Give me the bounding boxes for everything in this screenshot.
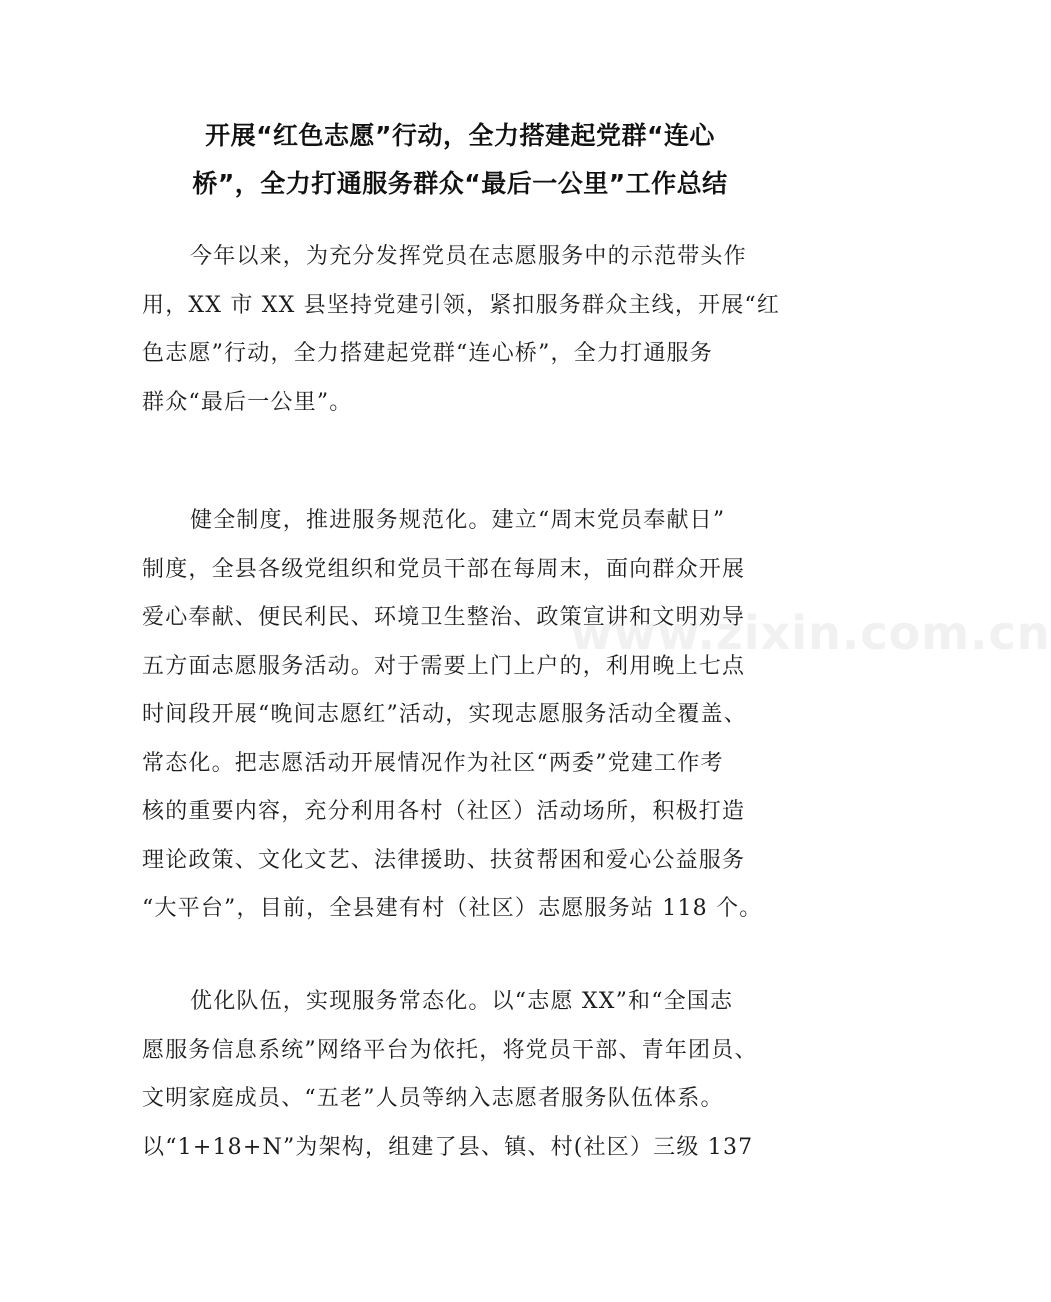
watermark: www.zixin.com.cn xyxy=(570,606,1051,660)
paragraph-line: 文明家庭成员、“五老”人员等纳入志愿者服务队伍体系。 xyxy=(142,1086,724,1111)
title-line: 开展“红色志愿”行动，全力搭建起党群“连心 xyxy=(205,121,715,150)
paragraph-line: “大平台”，目前，全县建有村（社区）志愿服务站 118 个。 xyxy=(142,896,763,921)
paragraph-line: 今年以来，为充分发挥党员在志愿服务中的示范带头作 xyxy=(190,244,747,269)
paragraph-line: 群众“最后一公里”。 xyxy=(142,389,353,415)
paragraph-line: 常态化。把志愿活动开展情况作为社区“两委”党建工作考 xyxy=(142,750,724,776)
paragraph-line: 色志愿”行动，全力搭建起党群“连心桥”，全力打通服务 xyxy=(142,341,713,366)
paragraph-line: 爱心奉献、便民利民、环境卫生整治、政策宣讲和文明劝导 xyxy=(142,605,746,630)
paragraph-intro xyxy=(142,233,788,427)
paragraph-team xyxy=(142,978,788,1172)
paragraph-line: 愿服务信息系统”网络平台为依托，将党员干部、青年团员、 xyxy=(142,1037,758,1063)
paragraph-line: 健全制度，推进服务规范化。建立“周末党员奉献日” xyxy=(190,508,726,533)
paragraph-line: 制度，全县各级党组织和党员干部在每周末，面向群众开展 xyxy=(142,556,746,582)
paragraph-line: 时间段开展“晚间志愿红”活动，实现志愿服务活动全覆盖、 xyxy=(142,702,747,727)
paragraph-line: 理论政策、文化文艺、法律援助、扶贫帮困和爱心公益服务 xyxy=(142,847,746,873)
document-title xyxy=(140,112,780,208)
paragraph-line: 用，XX 市 XX 县坚持党建引领，紧扣服务群众主线，开展“红 xyxy=(142,292,781,318)
paragraph-line: 五方面志愿服务活动。对于需要上门上户的，利用晚上七点 xyxy=(142,653,746,679)
paragraph-line: 核的重要内容，充分利用各村（社区）活动场所，积极打造 xyxy=(142,799,746,824)
paragraph-line: 以“1+18+N”为架构，组建了县、镇、村(社区）三级 137 xyxy=(142,1134,754,1160)
title-line: 桥”，全力打通服务群众“最后一公里”工作总结 xyxy=(192,169,728,198)
paragraph-system xyxy=(142,497,788,934)
paragraph-line: 优化队伍，实现服务常态化。以“志愿 XX”和“全国志 xyxy=(190,989,734,1014)
